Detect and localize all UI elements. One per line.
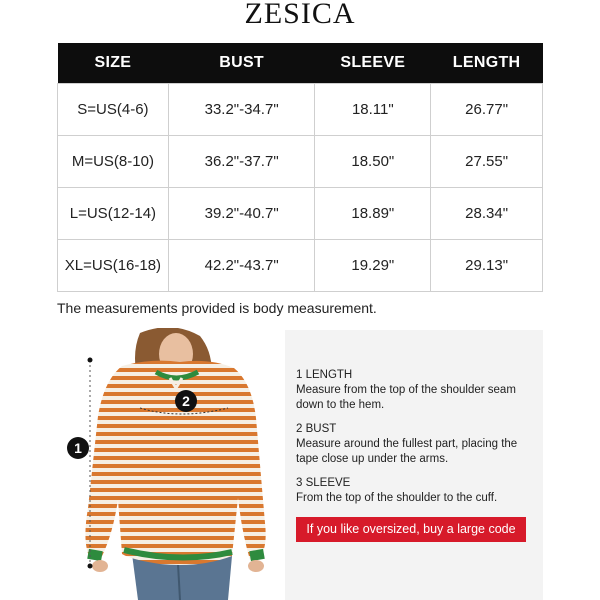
guide-sleeve-heading: 3 SLEEVE: [296, 477, 351, 489]
guide-length: [296, 368, 516, 413]
cell-size: L=US(12-14): [58, 187, 169, 239]
table-row: [58, 83, 543, 135]
cell-length: 26.77": [431, 83, 543, 135]
cell-sleeve: 18.89": [315, 187, 431, 239]
cell-sleeve: 19.29": [315, 239, 431, 291]
bust-marker-label: 2: [182, 393, 190, 409]
table-header-row: [58, 43, 543, 83]
measurement-guide-panel: [285, 330, 543, 600]
cell-bust: 33.2"-34.7": [168, 83, 315, 135]
header-size: SIZE: [58, 43, 169, 83]
header-bust: BUST: [168, 43, 315, 83]
cell-length: 29.13": [431, 239, 543, 291]
cell-size: S=US(4-6): [58, 83, 169, 135]
guide-length-heading: 1 LENGTH: [296, 369, 353, 381]
cell-size: M=US(8-10): [58, 135, 169, 187]
length-marker: [67, 437, 89, 459]
table-row: [58, 239, 543, 291]
guide-sleeve: [296, 476, 536, 506]
cell-sleeve: 18.11": [315, 83, 431, 135]
guide-sleeve-desc: From the top of the shoulder to the cuff.: [296, 492, 498, 504]
sweatshirt-diagram: [60, 328, 275, 600]
guide-bust: [296, 422, 526, 467]
cell-bust: 42.2"-43.7": [168, 239, 315, 291]
cell-size: XL=US(16-18): [58, 239, 169, 291]
measurement-note: The measurements provided is body measurement.: [57, 300, 377, 316]
header-sleeve: SLEEVE: [315, 43, 431, 83]
header-length: LENGTH: [431, 43, 543, 83]
cell-sleeve: 18.50": [315, 135, 431, 187]
brand-logo: ZESICA: [244, 0, 356, 30]
table-row: [58, 135, 543, 187]
size-chart-table: [57, 43, 543, 292]
guide-bust-desc: Measure around the fullest part, placing the tape close up under the arms.: [296, 438, 518, 465]
model-illustration: [60, 328, 275, 600]
bust-marker: [175, 390, 197, 412]
table-row: [58, 187, 543, 239]
cell-bust: 39.2"-40.7": [168, 187, 315, 239]
guide-length-desc: Measure from the top of the shoulder seam down to the hem.: [296, 384, 516, 411]
guide-bust-heading: 2 BUST: [296, 423, 337, 435]
oversize-tip-banner: If you like oversized, buy a large code: [296, 517, 526, 542]
cell-length: 28.34": [431, 187, 543, 239]
cell-bust: 36.2"-37.7": [168, 135, 315, 187]
length-marker-label: 1: [74, 440, 82, 456]
cell-length: 27.55": [431, 135, 543, 187]
